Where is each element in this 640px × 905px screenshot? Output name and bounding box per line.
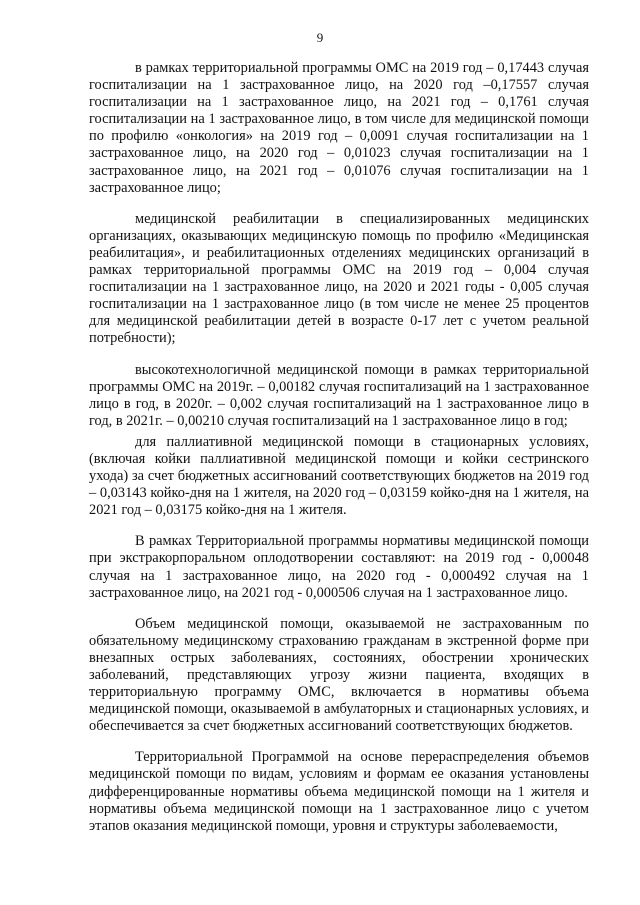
paragraph-uninsured-emergency-care: Объем медицинской помощи, оказываемой не застрахованным по обязательному медицинскому страхованию гражданам в экстренной форме при внезапных острых заболеваниях, состояниях, обострении хронических заболеваний, представляющих угрозу жизни пациента, входящих в территориальную программу ОМС, включается в нормативы объема медицинской помощи, оказываемой в амбулаторных и стационарных условиях, и обеспечивается за счет бюджетных ассигнований соответствующих бюджетов.	[89, 615, 589, 735]
paragraph-hospitalization-norms: в рамках территориальной программы ОМС на 2019 год – 0,17443 случая госпитализации на 1 застрахованное лицо, на 2020 год –0,17557 случая госпитализации на 1 застрахованное лицо, на 2021 год – 0,1761 случая госпитализации на 1 застрахованное лицо, в том числе для медицинской помощи по профилю «онкология» на 2019 год – 0,0091 случая госпитализации на 1 застрахованное лицо, на 2020 год – 0,01023 случая госпитализации на 1 застрахованное лицо, на 2021 год – 0,01076 случая госпитализации на 1 застрахованное лицо;	[89, 60, 589, 196]
paragraph-high-tech-care: высокотехнологичной медицинской помощи в рамках территориальной программы ОМС на 2019г. – 0,00182 случая госпитализаций на 1 застрахованное лицо в год, в 2020г. – 0,002 случая госпитализаций на 1 застрахованное лицо в год, в 2021г. – 0,00210 случая госпитализаций на 1 застрахованное лицо в год;	[89, 361, 589, 429]
paragraph-differentiated-norms: Территориальной Программой на основе перераспределения объемов медицинской помощи по видам, условиям и формам ее оказания установлены дифференцированные нормативы объема медицинской помощи на 1 жителя и нормативы объема медицинской помощи на 1 застрахованное лицо с учетом этапов оказания медицинской помощи, уровня и структуры заболеваемости,	[89, 749, 589, 834]
paragraph-palliative-care: для паллиативной медицинской помощи в стационарных условиях, (включая койки паллиативной медицинской помощи и койки сестринского ухода) за счет бюджетных ассигнований соответствующих бюджетов на 2019 год – 0,03143 койко-дня на 1 жителя, на 2020 год – 0,03159 койко-дня на 1 жителя, на 2021 год – 0,03175 койко-дня на 1 жителя.	[89, 433, 589, 519]
document-body	[89, 60, 589, 849]
paragraph-ivf-norms: В рамках Территориальной программы нормативы медицинской помощи при экстракорпоральном оплодотворении составляют: на 2019 год - 0,00048 случая на 1 застрахованное лицо, на 2020 год - 0,000492 случая на 1 застрахованное лицо, на 2021 год - 0,000506 случая на 1 застрахованное лицо.	[89, 533, 589, 601]
page-number: 9	[316, 30, 324, 45]
paragraph-medical-rehabilitation: медицинской реабилитации в специализированных медицинских организациях, оказывающих медицинскую помощь по профилю «Медицинская реабилитация», и реабилитационных отделениях медицинских организаций в рамках территориальной программы ОМС на 2019 год – 0,004 случая госпитализации на 1 застрахованное лицо, на 2020 и 2021 годы - 0,005 случая госпитализации на 1 застрахованное лицо (в том числе не менее 25 процентов для медицинской реабилитации детей в возрасте 0-17 лет с учетом реальной потребности);	[89, 210, 589, 347]
